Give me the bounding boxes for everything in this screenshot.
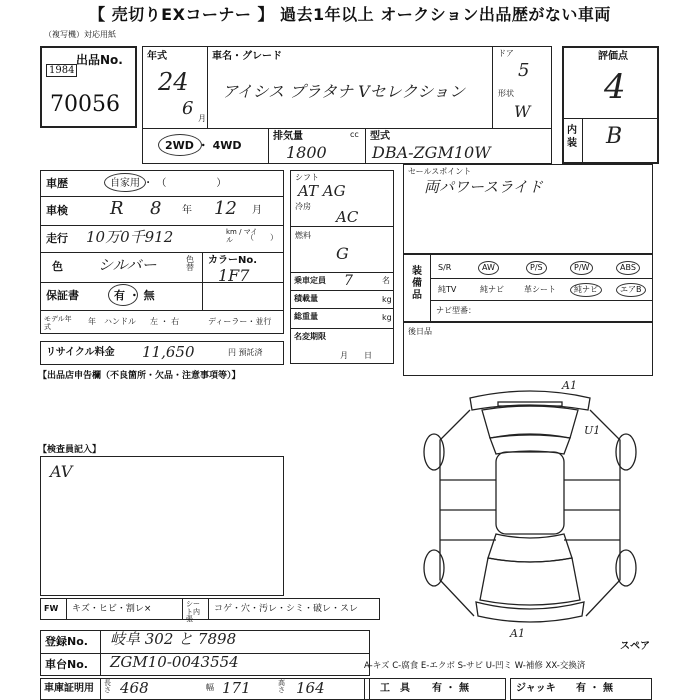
tools-label: 工 具 xyxy=(380,683,410,694)
registration-label: 登録No. xyxy=(45,635,88,648)
inspector-label: 【検査員記入】 xyxy=(38,445,102,455)
ac-label: 冷房 xyxy=(295,202,311,211)
model-code-label: 型式 xyxy=(370,131,390,142)
model-year-label: 年式 xyxy=(147,51,167,62)
recycle-value: 11,650 xyxy=(142,343,195,361)
equip-airbag: エアB xyxy=(616,283,646,297)
inspector-value: AV xyxy=(50,462,73,481)
cert-label: 車庫証明用 xyxy=(44,683,94,694)
wheel-fr xyxy=(616,550,636,586)
navi-model-label: ナビ型番： xyxy=(436,306,476,315)
equipment-label: 装備品 xyxy=(412,266,422,301)
model-style-handle: 左 ・ 右 xyxy=(150,317,180,326)
total-weight-unit: kg xyxy=(382,313,392,322)
history-options: 自家用 ・ （ ） xyxy=(110,178,227,189)
mileage-unit: km / マイル xyxy=(226,228,258,245)
shaken-year-unit: 年 xyxy=(182,205,192,216)
equip-navi: 純ナビ xyxy=(480,285,504,294)
cert-height-label: 高さ xyxy=(278,679,285,694)
interior-label: 内装 xyxy=(567,125,577,149)
warranty-circle xyxy=(108,284,138,306)
wheel-fl xyxy=(424,550,444,586)
warranty-label: 保証書 xyxy=(46,289,79,302)
score-label: 評価点 xyxy=(598,51,628,62)
capacity-unit: 名 xyxy=(382,276,390,285)
car-name-label: 車名・グレード xyxy=(212,51,282,62)
model-style-handle-label: 年 ハンドル xyxy=(88,317,136,326)
equip-abs: ABS xyxy=(616,261,640,275)
header-note: （複写機）対応用紙 xyxy=(44,30,116,39)
banner: 【 売切りEXコーナー 】 過去1年以上 オークション出品歴がない車両 xyxy=(89,5,611,24)
warranty-options: 有 ・ 無 xyxy=(114,289,155,302)
history-circle xyxy=(104,173,146,192)
equipment-row1 xyxy=(430,258,653,278)
lot-label: 出品No. xyxy=(76,53,123,67)
after-parts-label: 後日品 xyxy=(408,327,432,336)
legend: A-キズ C-腐食 E-エクボ S-サビ U-凹ミ W-補修 XX-交換済 xyxy=(364,661,586,671)
mark-a1-front: A1 xyxy=(510,627,525,640)
equip-sr: S/R xyxy=(438,263,452,272)
equip-aw: AW xyxy=(478,261,499,275)
lot-year-box: 1984 xyxy=(46,64,77,77)
sheet-label: シート内張 xyxy=(186,600,200,624)
drive-circle xyxy=(158,134,202,156)
model-year-month-unit: 月 xyxy=(198,114,206,123)
model-year-year: 24 xyxy=(158,68,189,96)
shape-value: W xyxy=(514,102,531,121)
mileage-value: 10万0千912 xyxy=(86,228,174,246)
after-parts-box xyxy=(403,322,653,376)
fuel-value: G xyxy=(336,244,349,263)
mark-a1-rear: A1 xyxy=(562,379,577,392)
capacity-value: 7 xyxy=(344,273,353,289)
wheel-rr xyxy=(616,434,636,470)
cert-width-label: 幅 xyxy=(206,683,214,692)
car-name-value: アイシス プラタナ Vセレクション xyxy=(222,82,466,101)
displacement-label: 排気量 xyxy=(273,131,303,142)
rear-lamps xyxy=(498,402,562,406)
interior-value: B xyxy=(606,124,623,149)
score-value: 4 xyxy=(604,67,626,107)
door-label: ドア xyxy=(498,49,514,58)
color-label: 色 xyxy=(52,260,63,273)
tools-options: 有 ・ 無 xyxy=(432,683,469,694)
ac-value: AC xyxy=(336,208,359,226)
equip-ps: P/S xyxy=(526,261,547,275)
fw-label: FW xyxy=(44,604,59,613)
model-code-value: DBA-ZGM10W xyxy=(372,143,491,162)
equip-tv: 純TV xyxy=(438,285,457,294)
capacity-label: 乗車定員 xyxy=(294,276,326,285)
recycle-unit: 円 預託済 xyxy=(228,348,263,357)
model-style-label: モデル年式 xyxy=(44,315,72,332)
color-code-value: 1F7 xyxy=(218,266,250,285)
chassis-label: 車台No. xyxy=(45,658,88,671)
sales-point-label: セールスポイント xyxy=(408,167,472,176)
sheet-options: コゲ・穴・汚レ・シミ・破レ・スレ xyxy=(214,604,359,614)
name-change-label: 名変期限 xyxy=(294,332,326,341)
displacement-unit: cc xyxy=(350,130,359,139)
jack-label: ジャッキ xyxy=(516,683,556,694)
wheel-rl xyxy=(424,434,444,470)
chassis-value: ZGM10-0043554 xyxy=(110,653,239,671)
shift-label: シフト xyxy=(295,173,319,182)
rear-bumper xyxy=(470,391,590,410)
color-value: シルバー xyxy=(98,256,157,274)
color-change-label: 色替 xyxy=(186,255,194,272)
equipment-row2 xyxy=(430,280,653,300)
model-year-month: 6 xyxy=(182,98,194,119)
shift-value: AT AG xyxy=(298,182,346,200)
left-body xyxy=(440,410,474,616)
car-diagram xyxy=(410,380,650,640)
total-weight-label: 総重量 xyxy=(294,312,318,321)
model-style-dealer: ディーラー・並行 xyxy=(208,317,272,326)
cert-len: 468 xyxy=(120,679,149,697)
jack-options: 有 ・ 無 xyxy=(576,683,613,694)
cert-width: 171 xyxy=(222,679,251,697)
cert-len-label: 長さ xyxy=(104,679,111,694)
recycle-label: リサイクル料金 xyxy=(46,347,115,358)
windshield xyxy=(488,534,572,562)
name-change-unit: 月 日 xyxy=(340,351,372,360)
declaration-label: 【出品店申告欄（不良箇所・欠品・注意事項等）】 xyxy=(38,371,241,381)
roof xyxy=(496,452,564,534)
trunk xyxy=(482,406,578,438)
mark-u1: U1 xyxy=(584,424,601,437)
shaken-era: R xyxy=(110,198,124,219)
registration-value: 岐阜 302 と 7898 xyxy=(110,630,237,648)
hood xyxy=(480,558,580,605)
equip-navi2: 純ナビ xyxy=(570,283,602,297)
mileage-paren: （ ） xyxy=(246,233,278,242)
equip-pw: P/W xyxy=(570,261,593,275)
right-body xyxy=(586,410,620,616)
fuel-label: 燃料 xyxy=(295,231,311,240)
shaken-month: 12 xyxy=(214,198,237,219)
history-label: 車歴 xyxy=(46,177,68,190)
load-label: 積載量 xyxy=(294,294,318,303)
mileage-label: 走行 xyxy=(46,232,68,245)
shape-label: 形状 xyxy=(498,89,514,98)
shaken-label: 車検 xyxy=(46,204,68,217)
lot-number: 70056 xyxy=(50,92,120,117)
lot-box xyxy=(40,46,137,128)
door-value: 5 xyxy=(518,60,530,81)
cert-height: 164 xyxy=(296,679,325,697)
displacement-value: 1800 xyxy=(286,143,327,162)
equip-leather: 革シート xyxy=(524,285,556,294)
fw-options: キズ・ヒビ・割レ× xyxy=(72,604,152,614)
spare-label: スペア xyxy=(620,641,650,652)
drive-options: 2WD ・ 4WD xyxy=(165,139,242,152)
shaken-month-unit: 月 xyxy=(252,205,262,216)
load-unit: kg xyxy=(382,295,392,304)
shaken-year: 8 xyxy=(150,198,162,219)
color-code-label: カラーNo. xyxy=(208,255,258,266)
sales-point-value: 両パワースライド xyxy=(424,178,543,196)
inspector-box xyxy=(40,456,284,596)
